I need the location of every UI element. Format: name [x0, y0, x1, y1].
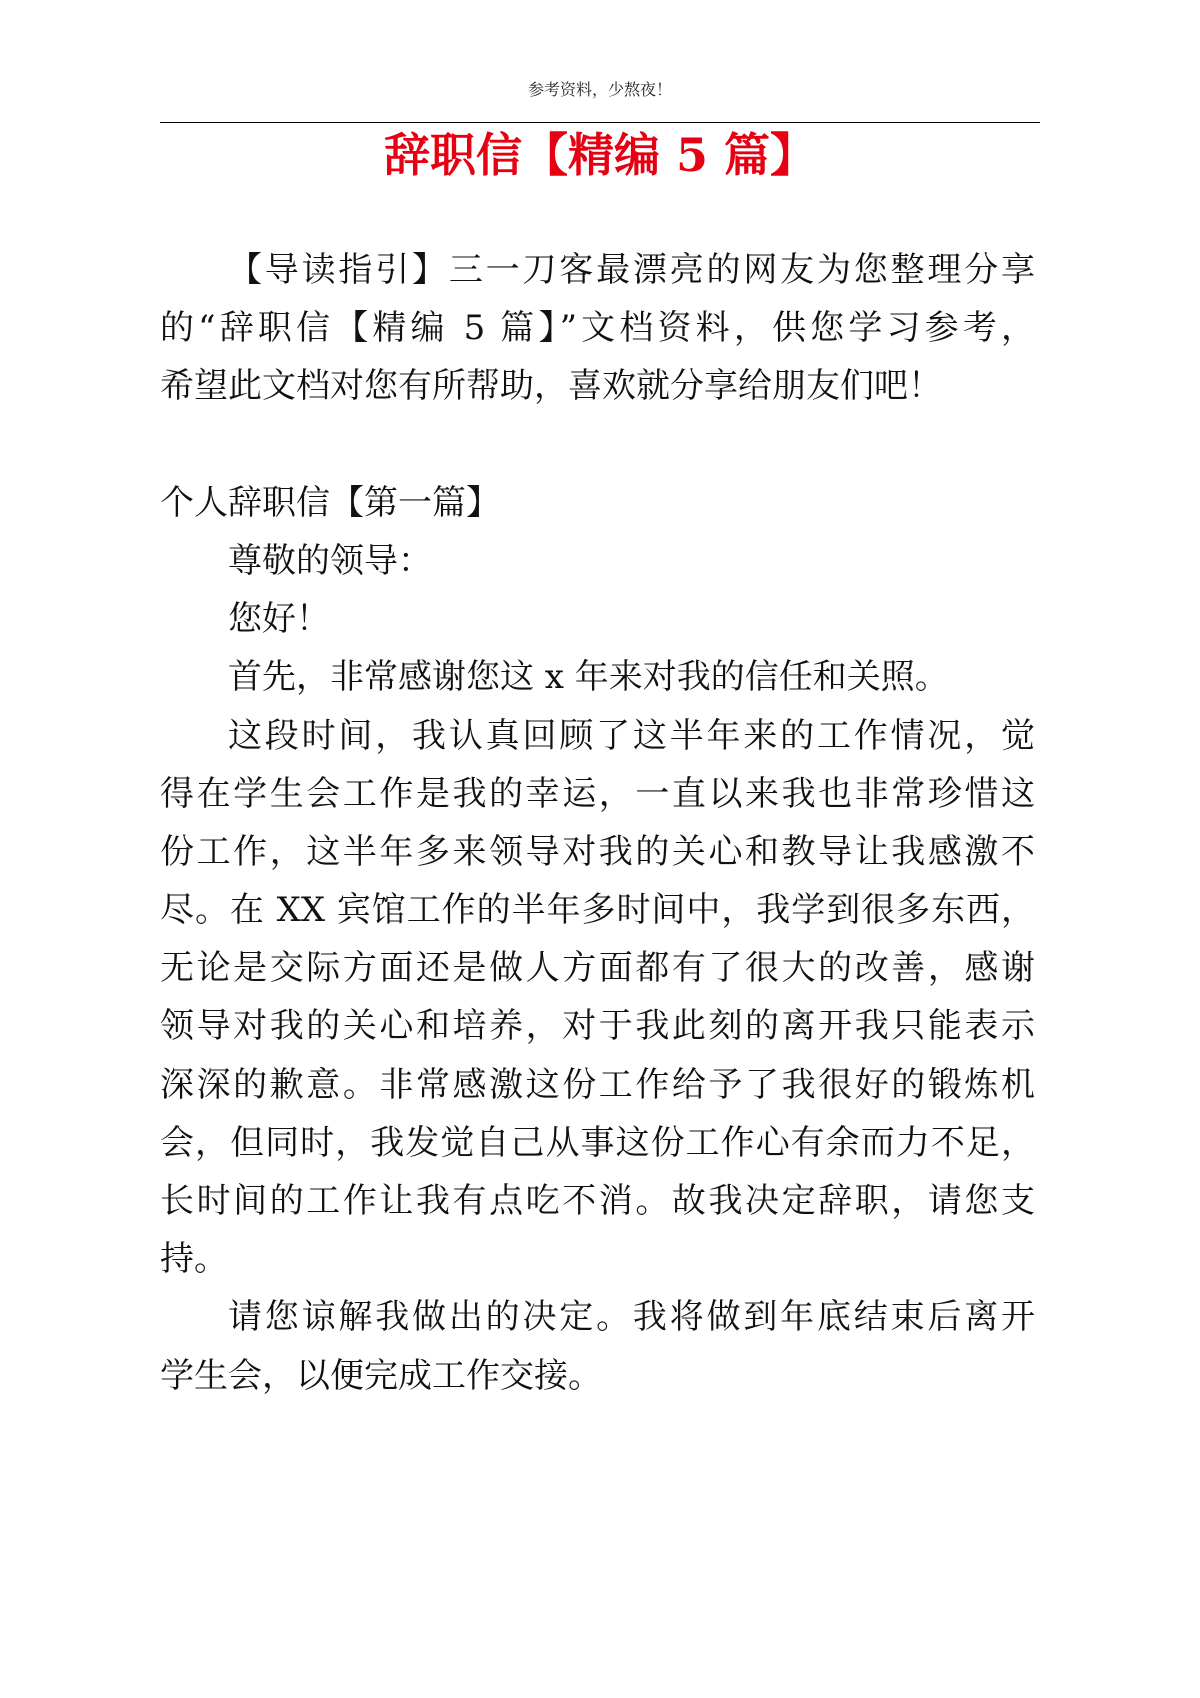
section-heading: 个人辞职信【第一篇】: [160, 482, 500, 523]
paragraph-line: 希望此文档对您有所帮助，喜欢就分享给朋友们吧！: [160, 366, 942, 407]
salutation: 尊敬的领导：: [228, 540, 432, 581]
greeting: 您好！: [228, 599, 330, 640]
document-body: [160, 241, 1035, 1405]
paragraph-line: 无论是交际方面还是做人方面都有了很大的改善，感谢: [160, 948, 1035, 989]
opening-paragraph: 首先，非常感谢您这 x 年来对我的信任和关照。: [228, 657, 949, 698]
page-header-note: 参考资料，少熬夜！: [527, 80, 672, 99]
paragraph-line: 的“辞职信【精编 5 篇】”文档资料，供您学习参考，: [160, 308, 1035, 349]
intro-paragraph: [160, 241, 1035, 416]
paragraph-line: 长时间的工作让我有点吃不消。故我决定辞职，请您支: [160, 1181, 1035, 1221]
closing-paragraph: [160, 1288, 1035, 1404]
paragraph-line: 份工作，这半年多来领导对我的关心和教导让我感激不: [160, 831, 1035, 872]
header-divider: [160, 122, 1040, 123]
body-paragraph: [160, 707, 1035, 1289]
paragraph-line: 【导读指引】三一刀客最漂亮的网友为您整理分享: [228, 250, 1035, 290]
paragraph-line: 学生会，以便完成工作交接。: [160, 1355, 602, 1396]
paragraph-line: 持。: [160, 1239, 228, 1280]
paragraph-line: 领导对我的关心和培养，对于我此刻的离开我只能表示: [160, 1006, 1035, 1047]
document-title: 辞职信【精编 5 篇】: [383, 128, 817, 182]
paragraph-line: 这段时间，我认真回顾了这半年来的工作情况，觉: [228, 715, 1035, 756]
paragraph-line: 请您谅解我做出的决定。我将做到年底结束后离开: [228, 1297, 1035, 1338]
paragraph-line: 尽。在 XX 宾馆工作的半年多时间中，我学到很多东西，: [160, 890, 1035, 931]
blank-line: [160, 416, 1035, 474]
paragraph-line: 得在学生会工作是我的幸运，一直以来我也非常珍惜这: [160, 773, 1035, 814]
paragraph-line: 会，但同时，我发觉自己从事这份工作心有余而力不足，: [160, 1122, 1035, 1163]
paragraph-line: 深深的歉意。非常感激这份工作给予了我很好的锻炼机: [160, 1064, 1035, 1105]
